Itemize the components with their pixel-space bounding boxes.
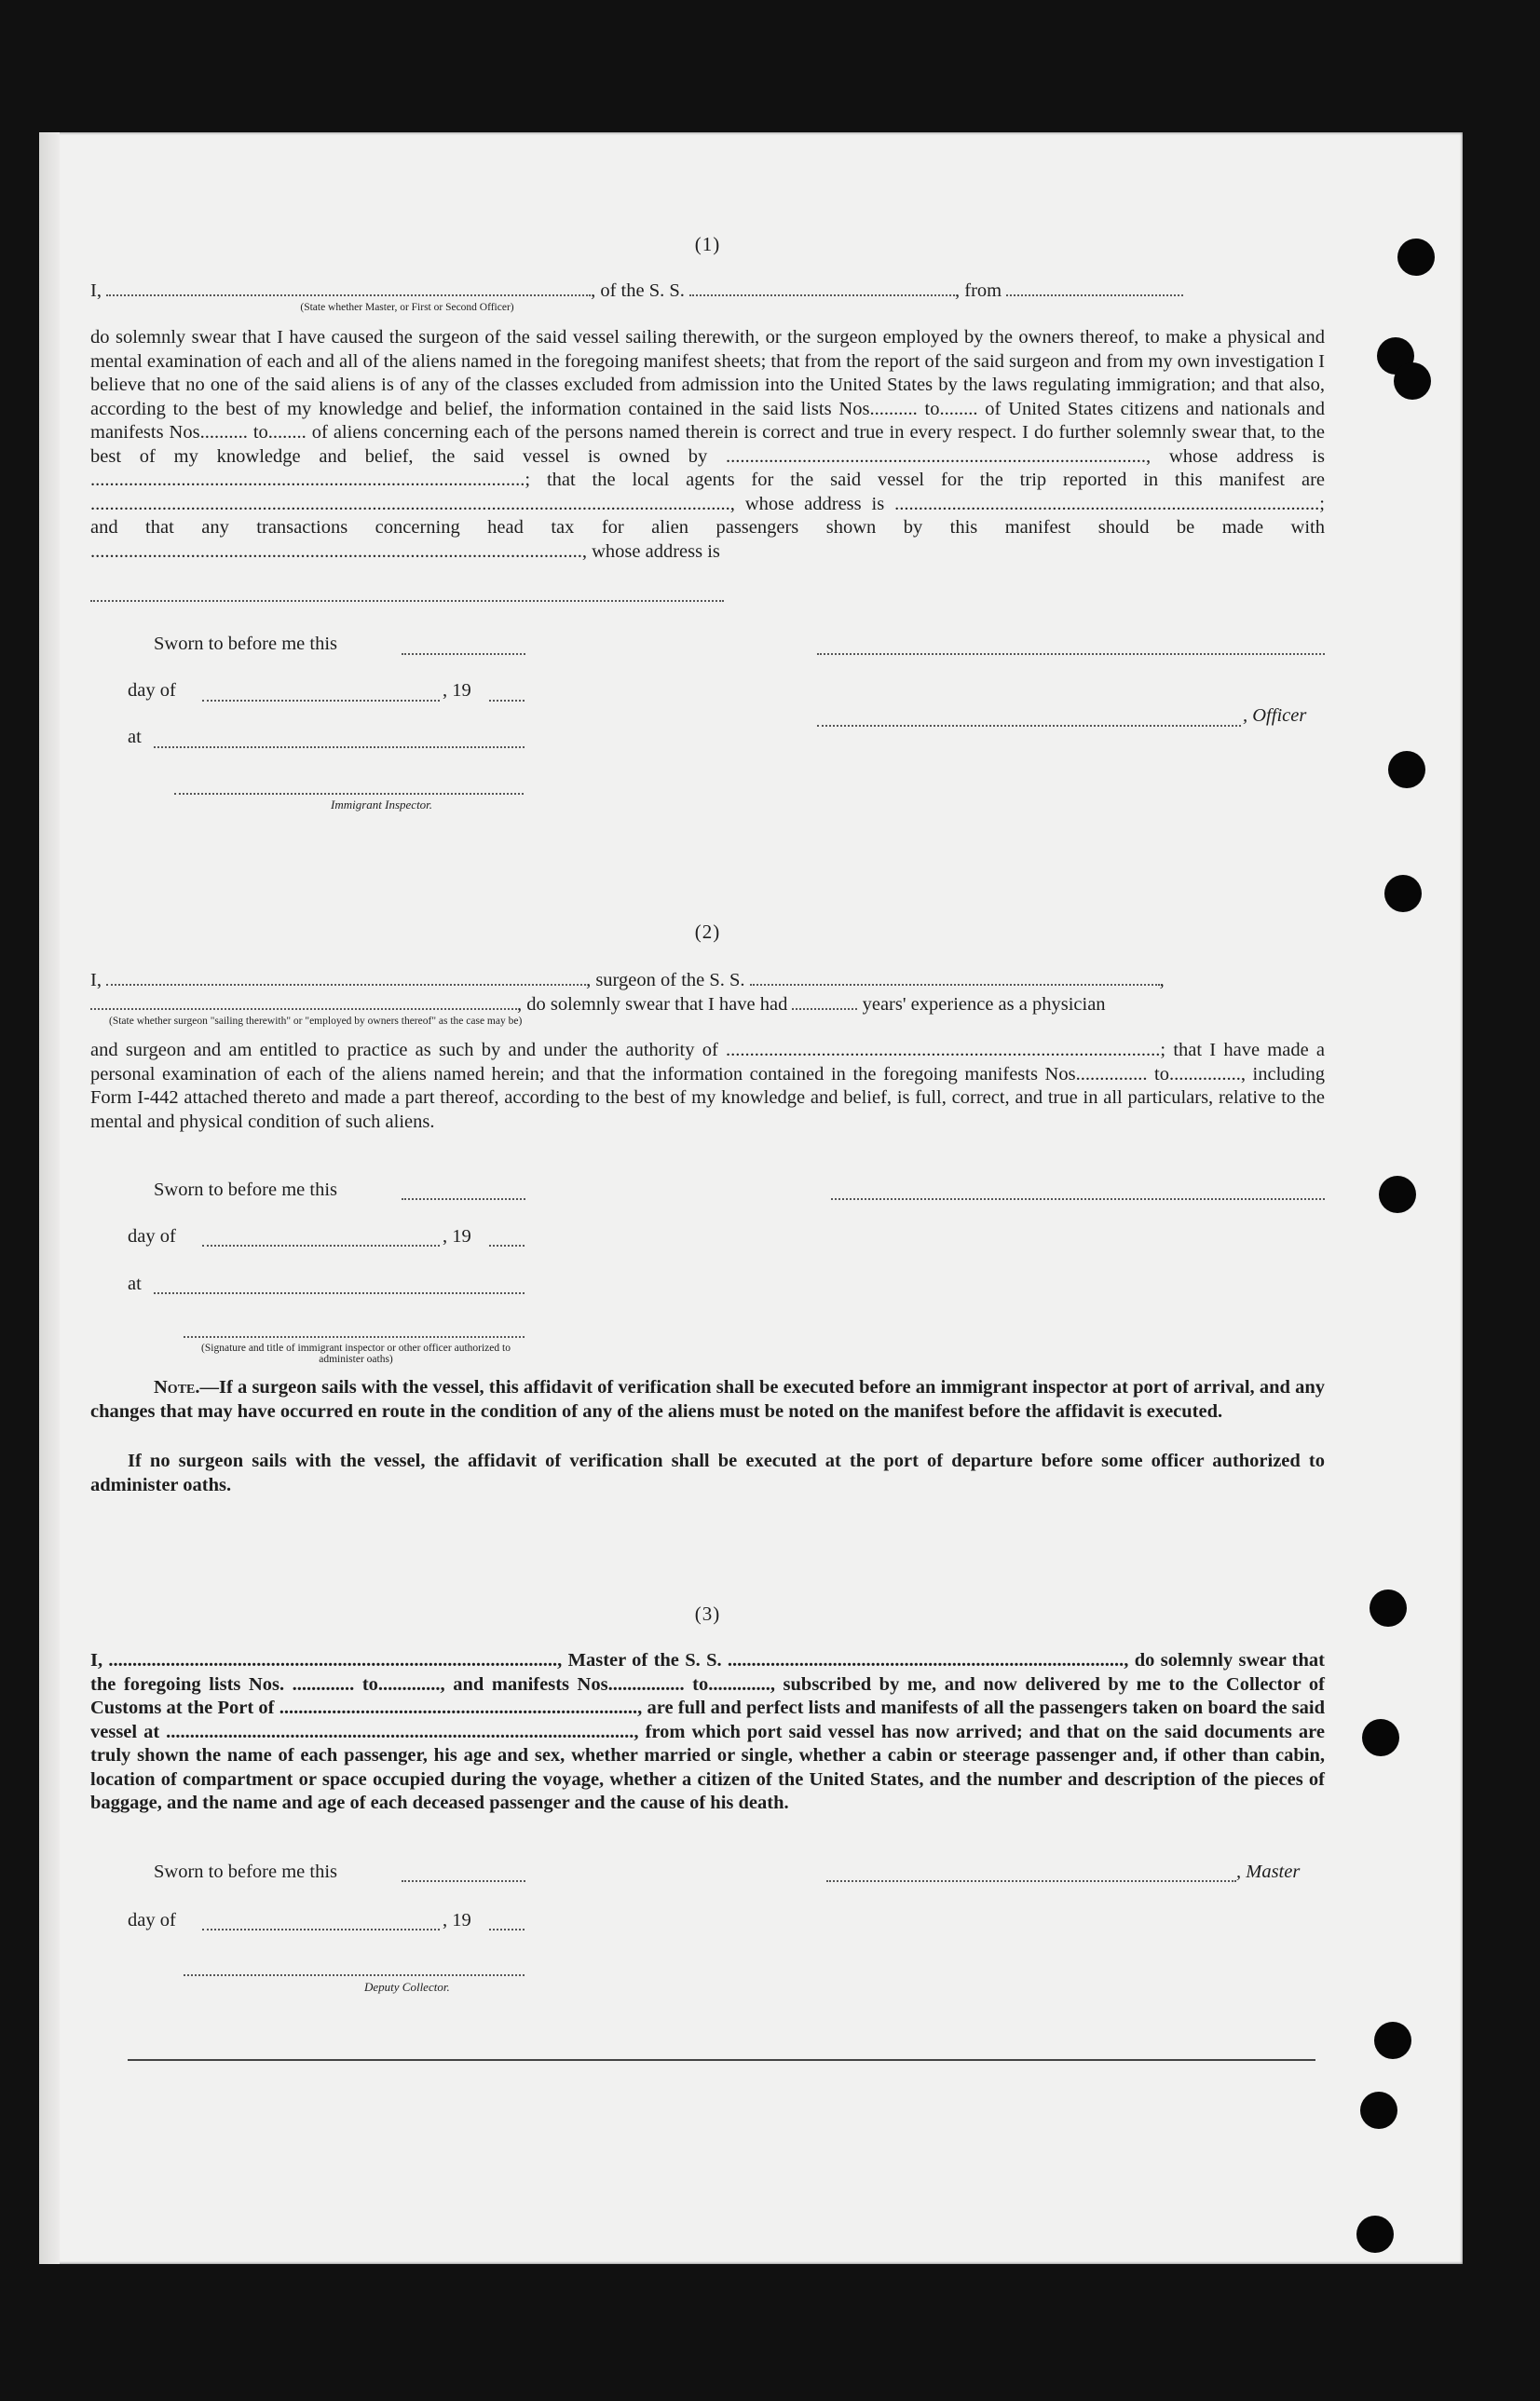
section-3-paragraph: I, .............................................................................................., Master of the S. S. ..................................................................................., do solemnly swear that the foregoing lists Nos. ............. to............., and manifests Nos................ to............., subscribed by me, and now delivered by me to the Collector of Customs at the Port of ..........................................................................., are full and perfect lists and manifests of all the passengers taken on board the said vessel at .................................................................................................., from which port said vessel has now arrived; and that on the said documents are truly shown the name of each passenger, his age and sex, whether married or single, whether a cabin or steerage passenger and, if other than cabin, location of compartment or space occupied during the voyage, whether a citizen of the United States, and the number and description of the pieces of baggage, and the name and age of each deceased passenger and the cause of his death. xyxy=(90,1650,1325,1813)
master-label: , Master xyxy=(1236,1862,1301,1882)
surgeon-vessel-field[interactable] xyxy=(750,969,1160,986)
section-3-number: (3) xyxy=(694,1603,721,1625)
at-label-1: at xyxy=(128,727,142,747)
at-place-field-1[interactable] xyxy=(154,745,525,748)
surgeon-signature-line[interactable] xyxy=(831,1197,1325,1200)
sworn-label-1: Sworn to before me this xyxy=(154,634,337,654)
section-2-paragraph: and surgeon and am entitled to practice as such by and under the authority of ...........................................................................................; that I have made a personal examination of each of the aliens named herein; and that the information contained in the foregoing manifests Nos............... to..............., including Form I-442 attached thereto and made a part thereof, according to the best of my knowledge and belief, is full, correct, and true in all particulars, relative to the mental and physical condition of such aliens. xyxy=(90,1040,1325,1132)
month-field-3[interactable] xyxy=(202,1928,440,1930)
signature-note: (Signature and title of immigrant inspector or other officer authorized to administer oaths) xyxy=(201,1343,511,1365)
sworn-label-3: Sworn to before me this xyxy=(154,1862,337,1882)
section-2-number: (2) xyxy=(694,921,721,943)
officer-signature-line[interactable] xyxy=(817,652,1325,655)
from-label: , from xyxy=(955,280,1002,301)
officer-note: (State whether Master, or First or Second Officer) xyxy=(300,302,514,313)
pronoun-i: I, xyxy=(90,280,102,301)
at-label-2: at xyxy=(128,1274,142,1294)
sworn-label-2: Sworn to before me this xyxy=(154,1180,337,1200)
page-edge xyxy=(39,132,60,2264)
section-1-paragraph: do solemnly swear that I have caused the surgeon of the said vessel sailing therewith, or the surgeon employed by the owners thereof, to make a physical and mental examination of each and all of the aliens named in the foregoing manifest sheets; that from the report of the said surgeon and from my own investigation I believe that no one of the said aliens is of any of the classes excluded from admission into the United States by the laws regulating immigration; and that also, according to the best of my knowledge and belief, the information contained in the said lists Nos.......... to........ of United States citizens and nationals and manifests Nos.......... to........ of aliens concerning each of the persons named therein is correct and true in every respect. I do further solemnly swear that, to the best of my knowledge and belief, the said vessel is owned by ........................................................................................, whose address is ...........................................................................................; that the local agents for the said vessel for the trip reported in this manifest are ......................................................................................................................................, whose address is .........................................................................................; and that any transactions concerning head tax for alien passengers shown by this manifest should be made with ......................................................................................................., whose address is xyxy=(90,327,1325,562)
month-field-2[interactable] xyxy=(202,1244,440,1247)
note-text-1: —If a surgeon sails with the vessel, this affidavit of verification shall be executed before an immigrant inspector at port of arrival, and any changes that may have occurred en route in the condition of any of the aliens must be noted on the manifest before the affidavit is executed. xyxy=(90,1377,1325,1422)
year-field-2[interactable] xyxy=(489,1244,525,1247)
surgeon-name-field[interactable] xyxy=(106,969,586,986)
master-signature-line[interactable] xyxy=(826,1879,1236,1882)
day-of-label-3: day of xyxy=(128,1910,176,1930)
section-1-oath-line xyxy=(90,280,1325,304)
officer-title-line[interactable] xyxy=(817,724,1241,727)
year-field-1[interactable] xyxy=(489,699,525,702)
inspector-caption: Immigrant Inspector. xyxy=(331,798,433,812)
year-label-1: , 19 xyxy=(443,680,471,701)
years-field[interactable] xyxy=(792,993,857,1010)
year-label-2: , 19 xyxy=(443,1226,471,1247)
sworn-date-field-1[interactable] xyxy=(402,652,525,655)
at-place-field-2[interactable] xyxy=(154,1291,525,1294)
inspector-signature-line-2[interactable] xyxy=(184,1335,525,1338)
vessel-name-field[interactable] xyxy=(689,280,955,296)
deputy-caption: Deputy Collector. xyxy=(364,1980,450,1994)
bottom-rule xyxy=(128,2059,1315,2061)
day-of-label-2: day of xyxy=(128,1226,176,1247)
years-label: years' experience as a physician xyxy=(862,994,1106,1015)
officer-label: , Officer xyxy=(1243,705,1307,726)
surgeon-note: (State whether surgeon "sailing therewith" or "employed by owners thereof" as the case may be) xyxy=(109,1016,523,1027)
punch-hole xyxy=(1397,239,1435,276)
month-field-1[interactable] xyxy=(202,699,440,702)
note-paragraph-1 xyxy=(90,1376,1325,1424)
sworn-date-field-2[interactable] xyxy=(402,1197,525,1200)
year-label-3: , 19 xyxy=(443,1910,471,1930)
note-title: Note. xyxy=(154,1377,200,1398)
pronoun-i: I, xyxy=(90,970,102,990)
section-1-number: (1) xyxy=(694,233,721,255)
punch-hole xyxy=(1362,1719,1399,1756)
officer-name-field[interactable] xyxy=(106,280,591,296)
punch-hole xyxy=(1360,2092,1397,2129)
sworn-date-field-3[interactable] xyxy=(402,1879,525,1882)
deputy-signature-line[interactable] xyxy=(184,1973,525,1976)
section-2-oath-line: I, , surgeon of the S. S. , xyxy=(90,970,1165,990)
punch-hole xyxy=(1394,362,1431,400)
day-of-label-1: day of xyxy=(128,680,176,701)
surgeon-title-field[interactable] xyxy=(90,993,517,1010)
note-paragraph-2: If no surgeon sails with the vessel, the affidavit of verification shall be executed at the port of departure before some officer authorized to administer oaths. xyxy=(90,1451,1325,1495)
punch-hole xyxy=(1388,751,1425,788)
departure-port-field[interactable] xyxy=(1006,280,1183,296)
of-ss-label: , of the S. S. xyxy=(591,280,685,301)
inspector-signature-line[interactable] xyxy=(174,792,524,795)
punch-hole xyxy=(1384,875,1422,912)
punch-hole xyxy=(1370,1589,1407,1627)
punch-hole xyxy=(1374,2022,1411,2059)
surgeon-of-label: , surgeon of the S. S. xyxy=(586,970,745,990)
swear-label: , do solemnly swear that I have had xyxy=(517,994,788,1015)
section-2-experience-line xyxy=(90,993,1325,1017)
year-field-3[interactable] xyxy=(489,1928,525,1930)
paragraph-end-line xyxy=(90,599,724,602)
punch-hole xyxy=(1379,1176,1416,1213)
punch-hole xyxy=(1356,2216,1394,2253)
